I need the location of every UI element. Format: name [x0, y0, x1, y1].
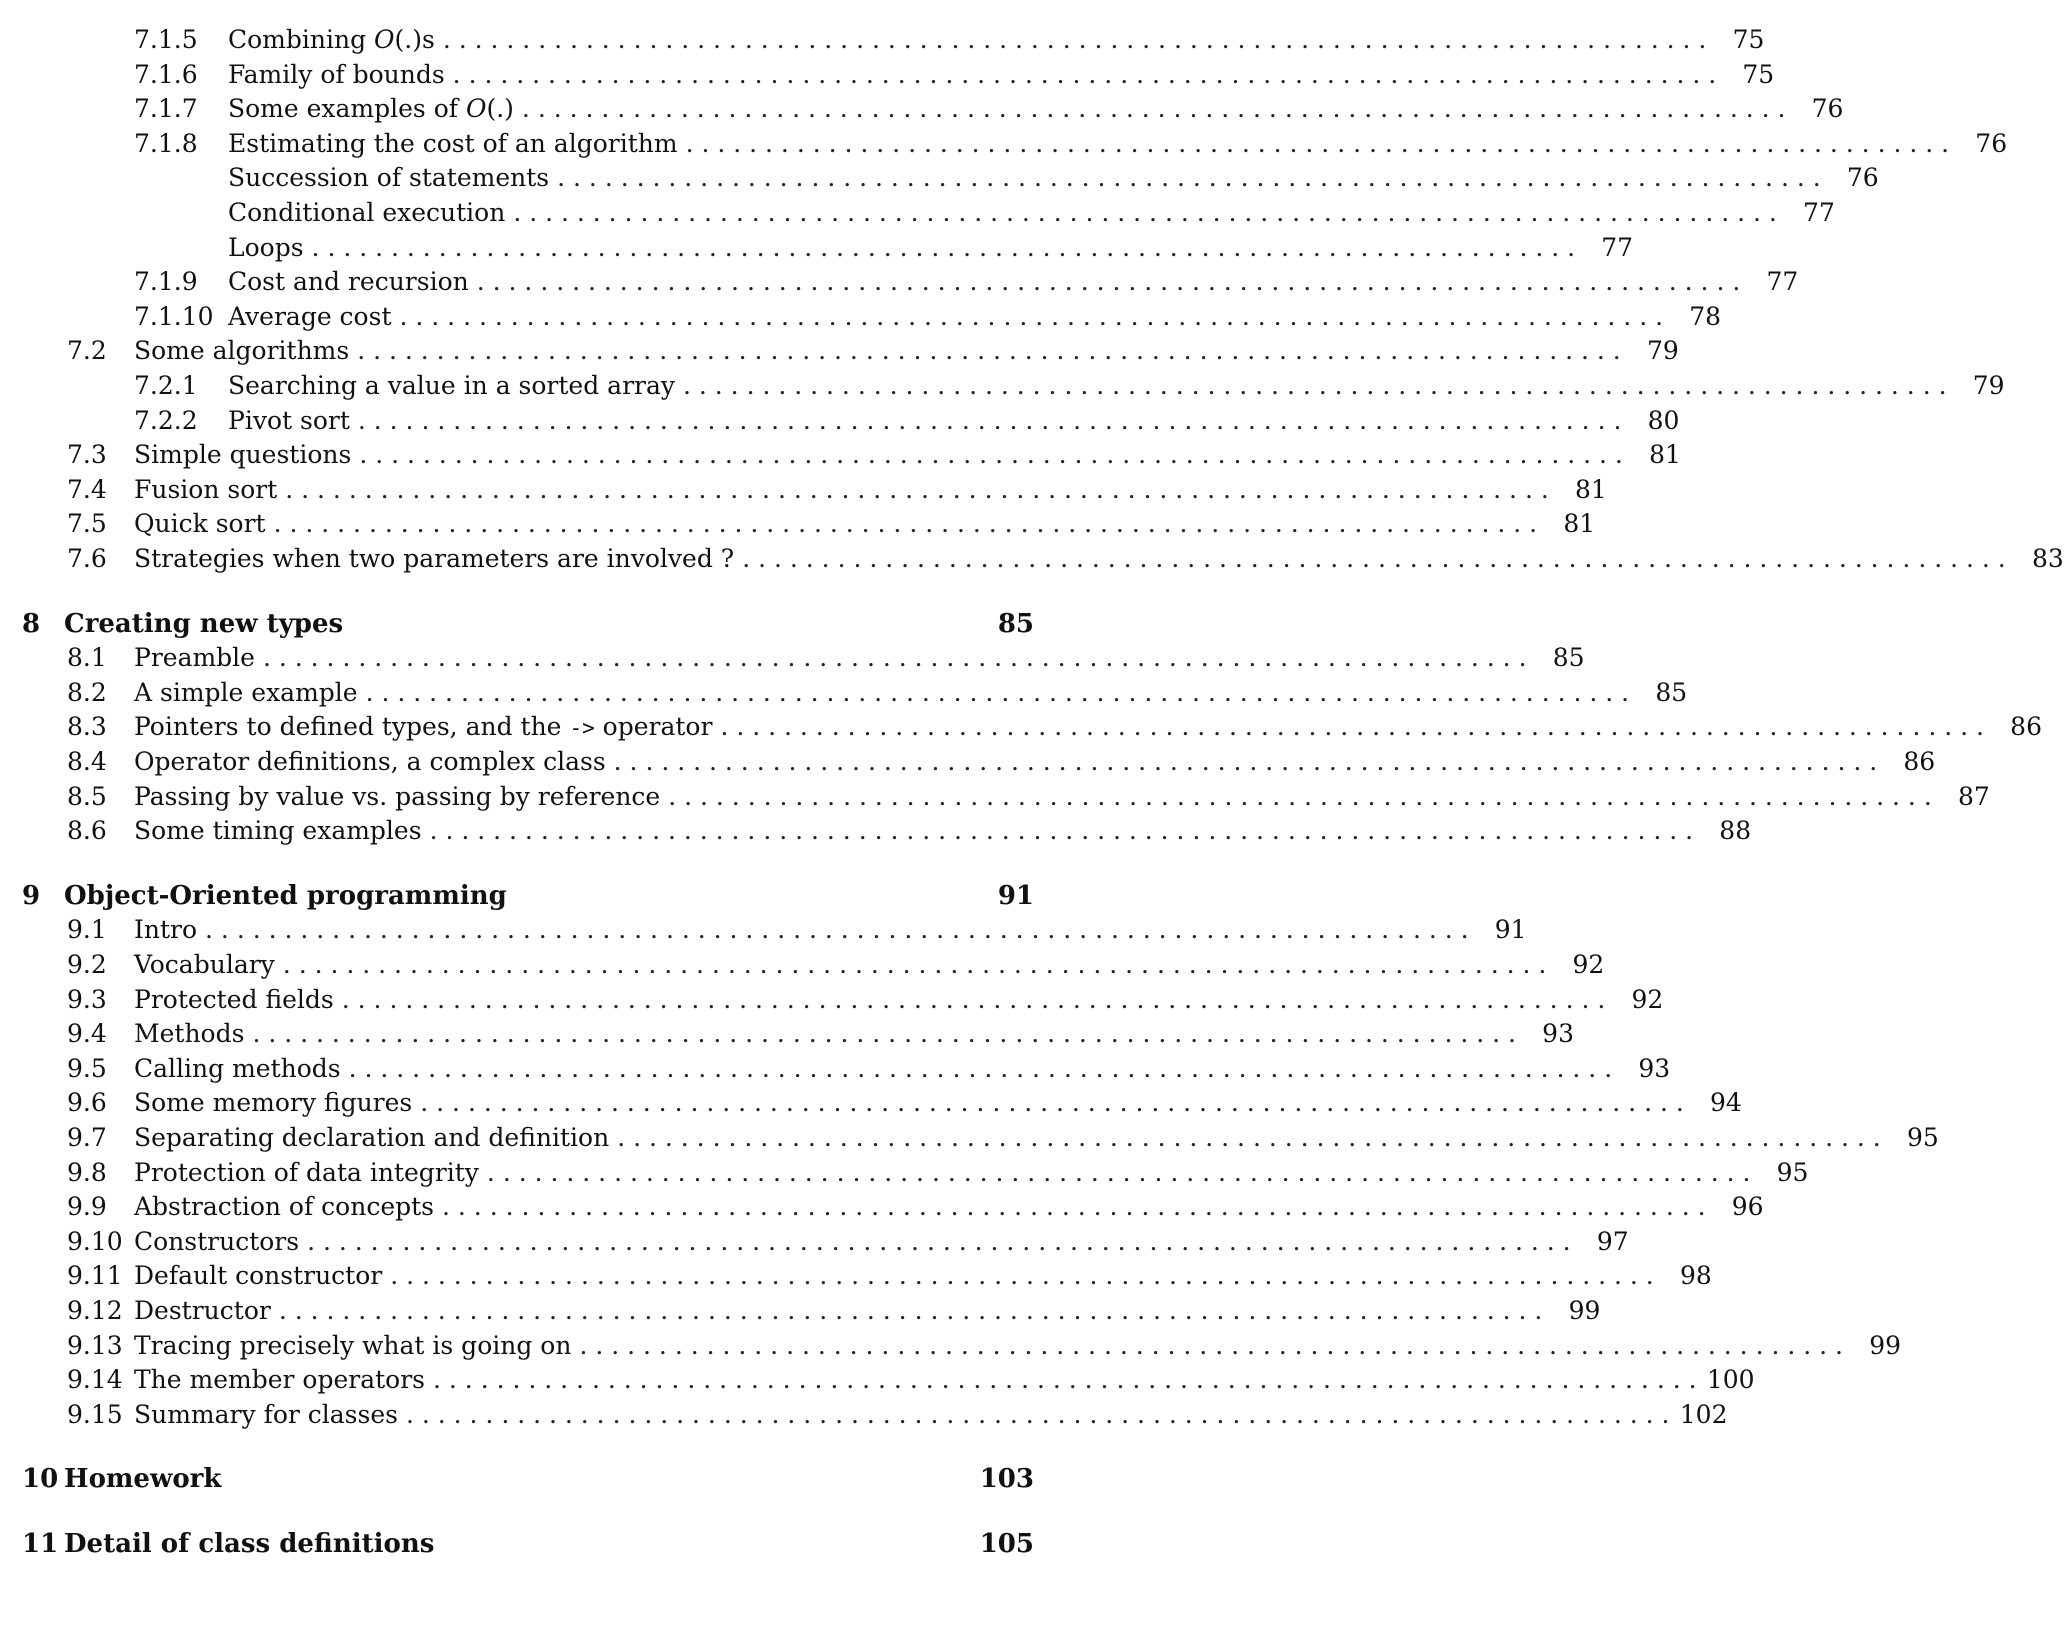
entry-title: Conditional execution — [228, 198, 506, 227]
page-number: 77 — [1766, 267, 1799, 296]
entry-title: Abstraction of concepts — [134, 1192, 435, 1221]
entry-number: 9.8 — [67, 1158, 107, 1187]
entry-title: Constructors — [134, 1227, 300, 1256]
page-number: 95 — [1906, 1123, 1939, 1152]
toc-entry[interactable] — [0, 541, 2064, 577]
entry-number: 7.1.5 — [134, 25, 198, 54]
dot-leader: . . . . . . . . . . . . . . . . . . . . . . . . . . . . . . . . . . . . . . . . . . . . . . . . . . . . . . . . . . . . . . . . . . . . . . . . . . . . . . . . — [683, 371, 1947, 400]
toc-entry[interactable] — [0, 1016, 1574, 1052]
page-number: 102 — [1679, 1400, 1728, 1429]
page-number: 92 — [1572, 950, 1605, 979]
page-number: 78 — [1689, 302, 1722, 331]
page-number: 87 — [1957, 782, 1990, 811]
toc-entry[interactable] — [0, 22, 1765, 58]
entry-title: Family of bounds — [228, 60, 445, 89]
page-number: 98 — [1679, 1261, 1712, 1290]
entry-title: Quick sort — [134, 509, 266, 538]
entry-number: 7.5 — [67, 509, 107, 538]
entry-number: 8.5 — [67, 782, 107, 811]
entry-number: 8.4 — [67, 747, 107, 776]
dot-leader: . . . . . . . . . . . . . . . . . . . . . . . . . . . . . . . . . . . . . . . . . . . . . . . . . . . . . . . . . . . . . . . . . . . . . . . . . . . . . . . . — [486, 1158, 1751, 1187]
dot-leader: . . . . . . . . . . . . . . . . . . . . . . . . . . . . . . . . . . . . . . . . . . . . . . . . . . . . . . . . . . . . . . . . . . . . . . . . . . . . . . . . — [429, 816, 1694, 845]
entry-title: Cost and recursion — [228, 267, 469, 296]
toc-chapter-entry[interactable] — [0, 1461, 1042, 1497]
entry-number: 7.6 — [67, 544, 107, 573]
page-number: 81 — [1563, 509, 1596, 538]
dot-leader: . . . . . . . . . . . . . . . . . . . . . . . . . . . . . . . . . . . . . . . . . . . . . . . . . . . . . . . . . . . . . . . . . . . . . . . . . . . . . . . . — [390, 1261, 1654, 1290]
dot-leader: . . . . . . . . . . . . . . . . . . . . . . . . . . . . . . . . . . . . . . . . . . . . . . . . . . . . . . . . . . . . . . . . . . . . . . . . . . . . . . . . — [252, 1019, 1516, 1048]
entry-title: Preamble — [134, 643, 255, 672]
entry-number: 7.1.10 — [134, 302, 214, 331]
entry-title: Combining O(.)s — [228, 25, 435, 54]
entry-number: 7.3 — [67, 440, 107, 469]
toc-entry[interactable] — [0, 1051, 1671, 1087]
page-number: 97 — [1596, 1227, 1629, 1256]
toc-entry[interactable] — [0, 912, 1527, 948]
entry-title: Destructor — [134, 1296, 271, 1325]
entry-number: 9.12 — [67, 1296, 123, 1325]
dot-leader: . . . . . . . . . . . . . . . . . . . . . . . . . . . . . . . . . . . . . . . . . . . . . . . . . . . . . . . . . . . . . . . . . . . . . . . . . . . . . . . . — [365, 678, 1630, 707]
dot-leader: . . . . . . . . . . . . . . . . . . . . . . . . . . . . . . . . . . . . . . . . . . . . . . . . . . . . . . . . . . . . . . . . . . . . . . . . . . . . . . . . — [273, 509, 1538, 538]
entry-number: 7.1.8 — [134, 129, 198, 158]
entry-title: Pivot sort — [228, 406, 350, 435]
entry-title: Vocabulary — [134, 950, 275, 979]
toc-entry[interactable] — [0, 947, 1605, 983]
dot-leader: . . . . . . . . . . . . . . . . . . . . . . . . . . . . . . . . . . . . . . . . . . . . . . . . . . . . . . . . . . . . . . . . . . . . . . . . . . . . . . . . — [262, 643, 1527, 672]
entry-title: A simple example — [134, 678, 358, 707]
entry-title: Creating new types — [64, 609, 344, 639]
entry-title: Pointers to defined types, and the -> operator — [134, 712, 713, 741]
entry-number: 8.6 — [67, 816, 107, 845]
page-number: 93 — [1638, 1054, 1671, 1083]
entry-number: 9.11 — [67, 1261, 123, 1290]
toc-entry[interactable] — [0, 126, 2008, 162]
entry-number: 7.2.1 — [134, 371, 198, 400]
dot-leader: . . . . . . . . . . . . . . . . . . . . . . . . . . . . . . . . . . . . . . . . . . . . . . . . . . . . . . . . . . . . . . . . . . . . . . . . . . . . . . . . — [307, 1227, 1571, 1256]
dot-leader: . . . . . . . . . . . . . . . . . . . . . . . . . . . . . . . . . . . . . . . . . . . . . . . . . . . . . . . . . . . . . . . . . . . . . . . . . . . . . . . . — [579, 1331, 1843, 1360]
entry-number: 8 — [22, 609, 41, 639]
entry-number: 8.1 — [67, 643, 107, 672]
dot-leader: . . . . . . . . . . . . . . . . . . . . . . . . . . . . . . . . . . . . . . . . . . . . . . . . . . . . . . . . . . . . . . . . . . . . . . . . . . . . . . . . — [278, 1296, 1543, 1325]
dot-leader: . . . . . . . . . . . . . . . . . . . . . . . . . . . . . . . . . . . . . . . . . . . . . . . . . . . . . . . . . . . . . . . . . . . . . . . . . . . . . . . . — [521, 94, 1786, 123]
toc-entry[interactable] — [0, 264, 1799, 300]
toc-entry[interactable] — [0, 1085, 1742, 1121]
page-number: 79 — [1646, 336, 1679, 365]
toc-entry[interactable] — [0, 779, 1990, 815]
page-number: 91 — [1494, 915, 1527, 944]
toc-entry[interactable] — [0, 230, 1634, 266]
page-number: 85 — [1655, 678, 1688, 707]
entry-title: Strategies when two parameters are involved ? — [134, 544, 735, 573]
toc-entry[interactable] — [0, 1362, 1755, 1398]
entry-number: 9.7 — [67, 1123, 107, 1152]
dot-leader: . . . . . . . . . . . . . . . . . . . . . . . . . . . . . . . . . . . . . . . . . . . . . . . . . . . . . . . . . . . . . . . . . . . . . . . . . . . . . . . . — [433, 1365, 1697, 1394]
dot-leader: . . . . . . . . . . . . . . . . . . . . . . . . . . . . . . . . . . . . . . . . . . . . . . . . . . . . . . . . . . . . . . . . . . . . . . . . . . . . . . . . — [399, 302, 1664, 331]
entry-title: Fusion sort — [134, 475, 278, 504]
entry-title: Succession of statements — [228, 163, 550, 192]
entry-title: Homework — [64, 1464, 222, 1494]
entry-title: Summary for classes — [134, 1400, 398, 1429]
page-number: 105 — [979, 1529, 1034, 1559]
dot-leader: . . . . . . . . . . . . . . . . . . . . . . . . . . . . . . . . . . . . . . . . . . . . . . . . . . . . . . . . . . . . . . . . . . . . . . . . . . . . . . . . — [442, 1192, 1706, 1221]
entry-number: 9.4 — [67, 1019, 107, 1048]
entry-number: 7.1.6 — [134, 60, 198, 89]
toc-entry[interactable] — [0, 403, 1680, 439]
entry-number: 9.1 — [67, 915, 107, 944]
toc-entry[interactable] — [0, 1293, 1601, 1329]
page-number: 103 — [979, 1464, 1034, 1494]
entry-title: Loops — [228, 233, 304, 262]
page-number: 95 — [1776, 1158, 1809, 1187]
entry-title: Simple questions — [134, 440, 352, 469]
entry-number: 9.13 — [67, 1331, 123, 1360]
dot-leader: . . . . . . . . . . . . . . . . . . . . . . . . . . . . . . . . . . . . . . . . . . . . . . . . . . . . . . . . . . . . . . . . . . . . . . . . . . . . . . . . — [452, 60, 1717, 89]
page-number: 75 — [1742, 60, 1775, 89]
entry-title: Methods — [134, 1019, 245, 1048]
page-number: 80 — [1647, 406, 1680, 435]
dot-leader: . . . . . . . . . . . . . . . . . . . . . . . . . . . . . . . . . . . . . . . . . . . . . . . . . . . . . . . . . . . . . . . . . . . . . . . . . . . . . . . . — [617, 1123, 1881, 1152]
page-number: 81 — [1574, 475, 1607, 504]
dot-leader: . . . . . . . . . . . . . . . . . . . . . . . . . . . . . . . . . . . . . . . . . . . . . . . . . . . . . . . . . . . . . . . . . . . . . . . . . . . . . . . . — [442, 25, 1707, 54]
dot-leader: . . . . . . . . . . . . . . . . . . . . . . . . . . . . . . . . . . . . . . . . . . . . . . . . . . . . . . . . . . . . . . . . . . . . . . . . . . . . . . . . — [513, 198, 1777, 227]
entry-title: Tracing precisely what is going on — [134, 1331, 572, 1360]
toc-entry[interactable] — [0, 1328, 1901, 1364]
page-number: 100 — [1706, 1365, 1755, 1394]
entry-number: 9.3 — [67, 985, 107, 1014]
entry-number: 7.1.7 — [134, 94, 198, 123]
dot-leader: . . . . . . . . . . . . . . . . . . . . . . . . . . . . . . . . . . . . . . . . . . . . . . . . . . . . . . . . . . . . . . . . . . . . . . . . . . . . . . . . — [357, 336, 1621, 365]
toc-entry[interactable] — [0, 640, 1585, 676]
toc-entry[interactable] — [0, 57, 1775, 93]
dot-leader: . . . . . . . . . . . . . . . . . . . . . . . . . . . . . . . . . . . . . . . . . . . . . . . . . . . . . . . . . . . . . . . . . . . . . . . . . . . . . . . . — [405, 1400, 1670, 1429]
entry-title: Protected fields — [134, 985, 334, 1014]
entry-number: 10 — [22, 1464, 59, 1494]
entry-number: 7.2.2 — [134, 406, 198, 435]
toc-chapter-entry[interactable] — [0, 606, 1042, 642]
toc-entry[interactable] — [0, 195, 1835, 231]
dot-leader: . . . . . . . . . . . . . . . . . . . . . . . . . . . . . . . . . . . . . . . . . . . . . . . . . . . . . . . . . . . . . . . . . . . . . . . . . . . . . . . . — [668, 782, 1932, 811]
page-number: 94 — [1710, 1088, 1742, 1117]
entry-title: Intro — [134, 915, 198, 944]
toc-entry[interactable] — [0, 160, 1879, 196]
toc-entry[interactable] — [0, 744, 1936, 780]
entry-title: Searching a value in a sorted array — [228, 371, 675, 400]
entry-title: Some algorithms — [134, 336, 350, 365]
entry-title: Some timing examples — [134, 816, 422, 845]
page-number: 76 — [1975, 129, 2008, 158]
page-number: 76 — [1811, 94, 1844, 123]
entry-number: 8.3 — [67, 712, 107, 741]
dot-leader: . . . . . . . . . . . . . . . . . . . . . . . . . . . . . . . . . . . . . . . . . . . . . . . . . . . . . . . . . . . . . . . . . . . . . . . . . . . . . . . . — [357, 406, 1622, 435]
toc-entry[interactable] — [0, 368, 2005, 404]
page-number: 75 — [1732, 25, 1765, 54]
page-number: 99 — [1869, 1331, 1901, 1360]
dot-leader: . . . . . . . . . . . . . . . . . . . . . . . . . . . . . . . . . . . . . . . . . . . . . . . . . . . . . . . . . . . . . . . . . . . . . . . . . . . . . . . . — [311, 233, 1576, 262]
page-number: 92 — [1631, 985, 1664, 1014]
entry-title: Calling methods — [134, 1054, 341, 1083]
page-number: 77 — [1803, 198, 1835, 227]
entry-number: 9.2 — [67, 950, 107, 979]
toc-entry[interactable] — [0, 1189, 1764, 1225]
page-number: 85 — [1552, 643, 1585, 672]
dot-leader: . . . . . . . . . . . . . . . . . . . . . . . . . . . . . . . . . . . . . . . . . . . . . . . . . . . . . . . . . . . . . . . . . . . . . . . . . . . . . . . . — [742, 544, 2006, 573]
toc-entry[interactable] — [0, 982, 1664, 1018]
entry-number: 9.9 — [67, 1192, 107, 1221]
toc-entry[interactable] — [0, 333, 1679, 369]
toc-entry[interactable] — [0, 675, 1688, 711]
dot-leader: . . . . . . . . . . . . . . . . . . . . . . . . . . . . . . . . . . . . . . . . . . . . . . . . . . . . . . . . . . . . . . . . . . . . . . . . . . . . . . . . — [205, 915, 1469, 944]
page-number: 88 — [1719, 816, 1752, 845]
entry-title: Estimating the cost of an algorithm — [228, 129, 678, 158]
entry-number: 9.5 — [67, 1054, 107, 1083]
page-number: 86 — [2010, 712, 2042, 741]
page-number: 83 — [2031, 544, 2064, 573]
entry-number: 8.2 — [67, 678, 107, 707]
page-number: 93 — [1542, 1019, 1574, 1048]
toc-entry[interactable] — [0, 472, 1607, 508]
entry-number: 9.14 — [67, 1365, 123, 1394]
dot-leader: . . . . . . . . . . . . . . . . . . . . . . . . . . . . . . . . . . . . . . . . . . . . . . . . . . . . . . . . . . . . . . . . . . . . . . . . . . . . . . . . — [613, 747, 1878, 776]
page-number: 77 — [1601, 233, 1634, 262]
entry-number: 9.10 — [67, 1227, 123, 1256]
page-number: 79 — [1972, 371, 2005, 400]
toc-chapter-entry[interactable] — [0, 1526, 1042, 1562]
entry-title: Protection of data integrity — [134, 1158, 479, 1187]
dot-leader: . . . . . . . . . . . . . . . . . . . . . . . . . . . . . . . . . . . . . . . . . . . . . . . . . . . . . . . . . . . . . . . . . . . . . . . . . . . . . . . . — [476, 267, 1741, 296]
toc-entry[interactable] — [0, 1258, 1712, 1294]
toc-entry[interactable] — [0, 299, 1722, 335]
entry-number: 7.2 — [67, 336, 107, 365]
entry-number: 7.1.9 — [134, 267, 198, 296]
entry-title: Default constructor — [134, 1261, 383, 1290]
toc-entry[interactable] — [0, 437, 1681, 473]
toc-entry[interactable] — [0, 506, 1596, 542]
toc-entry[interactable] — [0, 1224, 1629, 1260]
dot-leader: . . . . . . . . . . . . . . . . . . . . . . . . . . . . . . . . . . . . . . . . . . . . . . . . . . . . . . . . . . . . . . . . . . . . . . . . . . . . . . . . — [685, 129, 1950, 158]
toc-entry[interactable] — [0, 1397, 1728, 1433]
page-number: 99 — [1568, 1296, 1601, 1325]
entry-number: 9.6 — [67, 1088, 107, 1117]
dot-leader: . . . . . . . . . . . . . . . . . . . . . . . . . . . . . . . . . . . . . . . . . . . . . . . . . . . . . . . . . . . . . . . . . . . . . . . . . . . . . . . . — [720, 712, 1984, 741]
dot-leader: . . . . . . . . . . . . . . . . . . . . . . . . . . . . . . . . . . . . . . . . . . . . . . . . . . . . . . . . . . . . . . . . . . . . . . . . . . . . . . . . — [420, 1088, 1684, 1117]
page-number: 91 — [997, 881, 1034, 911]
entry-number: 9.15 — [67, 1400, 123, 1429]
entry-title: Average cost — [228, 302, 392, 331]
page-number: 96 — [1731, 1192, 1764, 1221]
entry-title: Detail of class definitions — [64, 1529, 435, 1559]
dot-leader: . . . . . . . . . . . . . . . . . . . . . . . . . . . . . . . . . . . . . . . . . . . . . . . . . . . . . . . . . . . . . . . . . . . . . . . . . . . . . . . . — [282, 950, 1547, 979]
entry-title: Object-Oriented programming — [64, 881, 507, 911]
entry-number: 7.4 — [67, 475, 107, 504]
dot-leader: . . . . . . . . . . . . . . . . . . . . . . . . . . . . . . . . . . . . . . . . . . . . . . . . . . . . . . . . . . . . . . . . . . . . . . . . . . . . . . . . — [557, 163, 1821, 192]
entry-title: Passing by value vs. passing by reference — [134, 782, 661, 811]
toc-entry[interactable] — [0, 1120, 1939, 1156]
entry-number: 9 — [22, 881, 41, 911]
toc-entry[interactable] — [0, 1155, 1809, 1191]
entry-number: 11 — [22, 1529, 59, 1559]
page-number: 76 — [1846, 163, 1879, 192]
entry-title: The member operators — [134, 1365, 426, 1394]
toc-entry[interactable] — [0, 709, 2042, 745]
entry-title: Operator definitions, a complex class — [134, 747, 606, 776]
dot-leader: . . . . . . . . . . . . . . . . . . . . . . . . . . . . . . . . . . . . . . . . . . . . . . . . . . . . . . . . . . . . . . . . . . . . . . . . . . . . . . . . — [341, 985, 1606, 1014]
dot-leader: . . . . . . . . . . . . . . . . . . . . . . . . . . . . . . . . . . . . . . . . . . . . . . . . . . . . . . . . . . . . . . . . . . . . . . . . . . . . . . . . — [359, 440, 1623, 469]
page-number: 86 — [1903, 747, 1936, 776]
dot-leader: . . . . . . . . . . . . . . . . . . . . . . . . . . . . . . . . . . . . . . . . . . . . . . . . . . . . . . . . . . . . . . . . . . . . . . . . . . . . . . . . — [285, 475, 1549, 504]
page-number: 81 — [1649, 440, 1681, 469]
toc-chapter-entry[interactable] — [0, 878, 1042, 914]
entry-title: Some examples of O(.) — [228, 94, 514, 123]
toc-entry[interactable] — [0, 813, 1752, 849]
dot-leader: . . . . . . . . . . . . . . . . . . . . . . . . . . . . . . . . . . . . . . . . . . . . . . . . . . . . . . . . . . . . . . . . . . . . . . . . . . . . . . . . — [348, 1054, 1613, 1083]
entry-title: Some memory figures — [134, 1088, 413, 1117]
toc-entry[interactable] — [0, 91, 1844, 127]
entry-title: Separating declaration and definition — [134, 1123, 610, 1152]
page-number: 85 — [997, 609, 1034, 639]
